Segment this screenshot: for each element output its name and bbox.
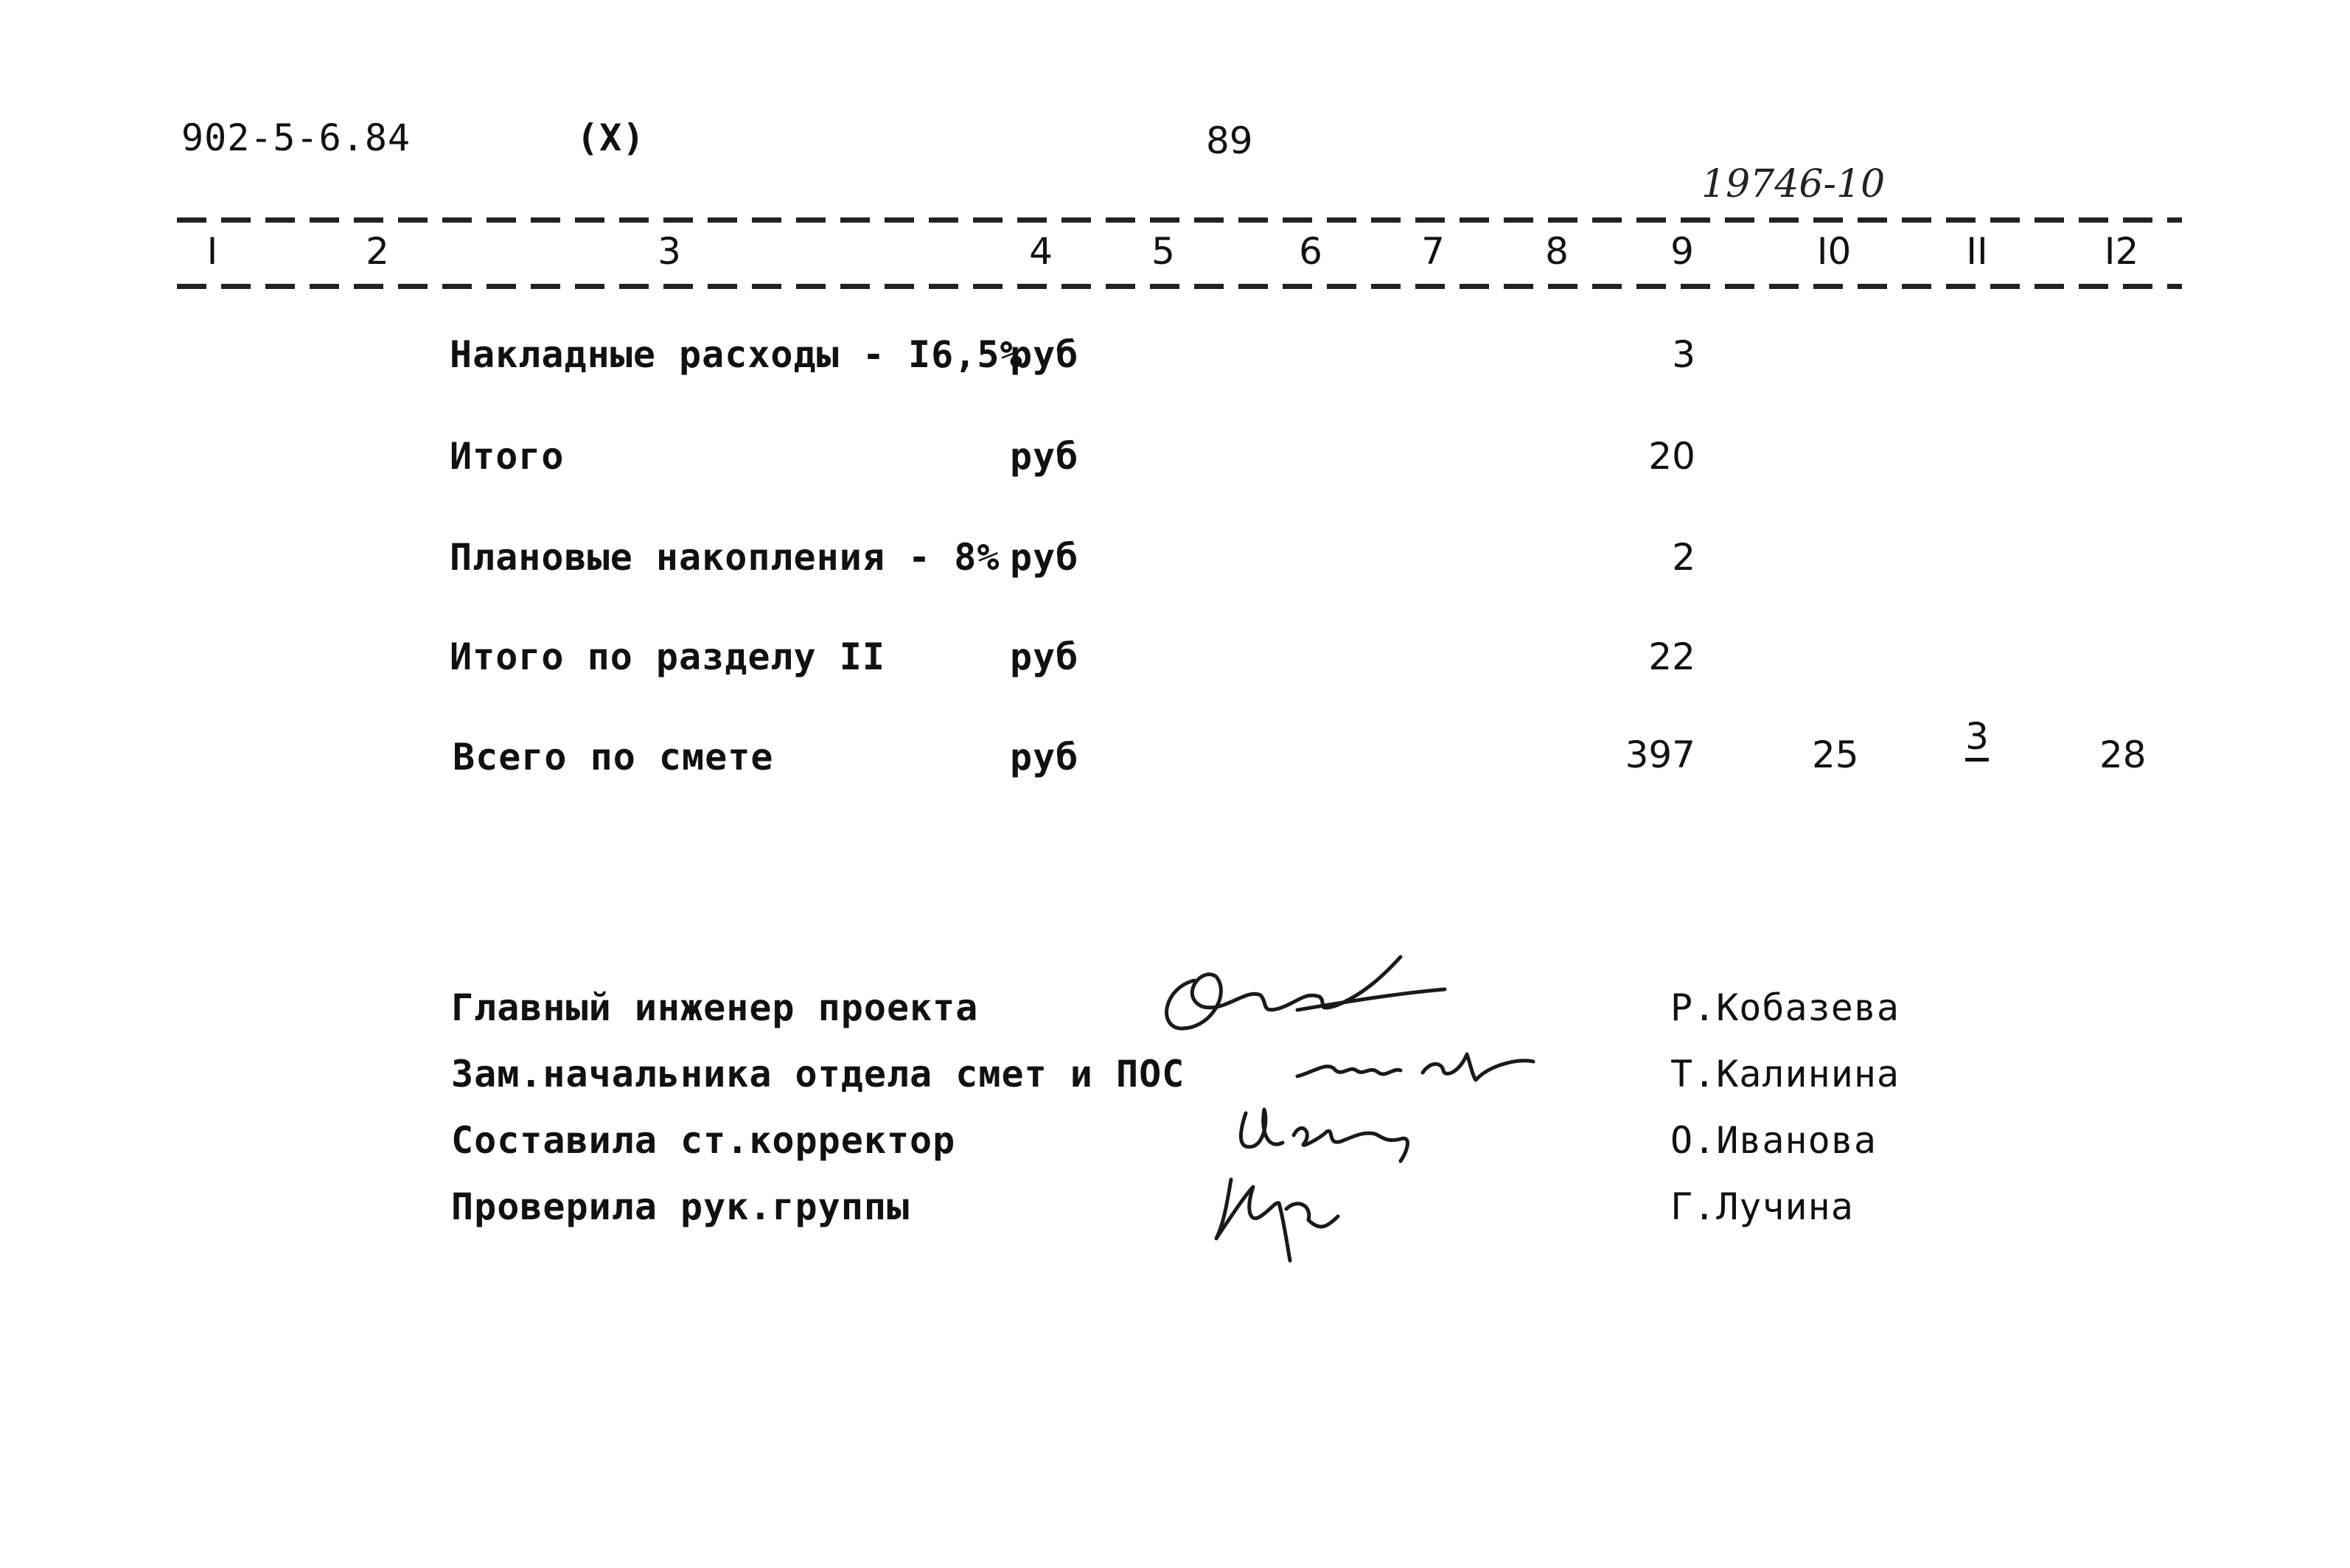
- row-name: Всего по смете: [453, 736, 774, 778]
- row-col9: 22: [1648, 635, 1695, 678]
- page-number: 89: [1206, 119, 1253, 162]
- signature-name: Р.Кобазева: [1670, 986, 1900, 1029]
- column-number: II: [1966, 230, 1988, 273]
- header-bottom-rule: [177, 284, 2182, 289]
- row-name: Итого: [450, 435, 565, 478]
- signature-name: Г.Лучина: [1670, 1185, 1854, 1228]
- handwritten-signature: [1283, 1032, 1548, 1098]
- row-name: Накладные расходы - I6,5%: [450, 333, 1023, 376]
- column-number: 9: [1670, 230, 1694, 273]
- column-number: I2: [2104, 230, 2139, 273]
- row-unit: руб: [1010, 435, 1079, 478]
- section-mark: (X): [576, 116, 646, 159]
- inventory-number: 19746-10: [1701, 162, 1886, 206]
- row-name: Итого по разделу II: [450, 635, 885, 678]
- handwritten-signature: [1202, 1157, 1364, 1275]
- row-unit: руб: [1010, 536, 1079, 579]
- signature-position: Главный инженер проекта: [451, 986, 979, 1029]
- row-unit: руб: [1010, 736, 1079, 778]
- row-col11: 3: [1965, 715, 1989, 758]
- signature-name: Т.Калинина: [1670, 1053, 1900, 1095]
- column-number: 3: [658, 230, 681, 273]
- document-code: 902-5-6.84: [181, 116, 411, 159]
- signature-name: О.Иванова: [1670, 1119, 1877, 1162]
- column-number: 8: [1545, 230, 1569, 273]
- signature-position: Составила ст.корректор: [451, 1119, 956, 1162]
- row-col9: 20: [1648, 435, 1695, 478]
- row-unit: руб: [1010, 333, 1079, 376]
- column-number: 5: [1151, 230, 1175, 273]
- column-number: I: [206, 230, 218, 273]
- column-number: 4: [1029, 230, 1053, 273]
- column-number: I0: [1816, 230, 1852, 273]
- row-col10: 25: [1812, 734, 1859, 776]
- row-col9: 397: [1625, 734, 1695, 776]
- signature-position: Зам.начальника отдела смет и ПОС: [451, 1053, 1185, 1095]
- handwritten-signature: [1150, 944, 1489, 1039]
- row-col12: 28: [2099, 734, 2147, 776]
- row-col9: 2: [1672, 536, 1695, 579]
- row-name: Плановые накопления - 8%: [450, 536, 1000, 579]
- header-top-rule: [177, 217, 2182, 223]
- column-number: 6: [1299, 230, 1322, 273]
- column-number: 2: [366, 230, 389, 273]
- row-unit: руб: [1010, 635, 1079, 678]
- column-number: 7: [1421, 230, 1445, 273]
- signature-position: Проверила рук.группы: [451, 1185, 910, 1228]
- row-col9: 3: [1672, 333, 1695, 376]
